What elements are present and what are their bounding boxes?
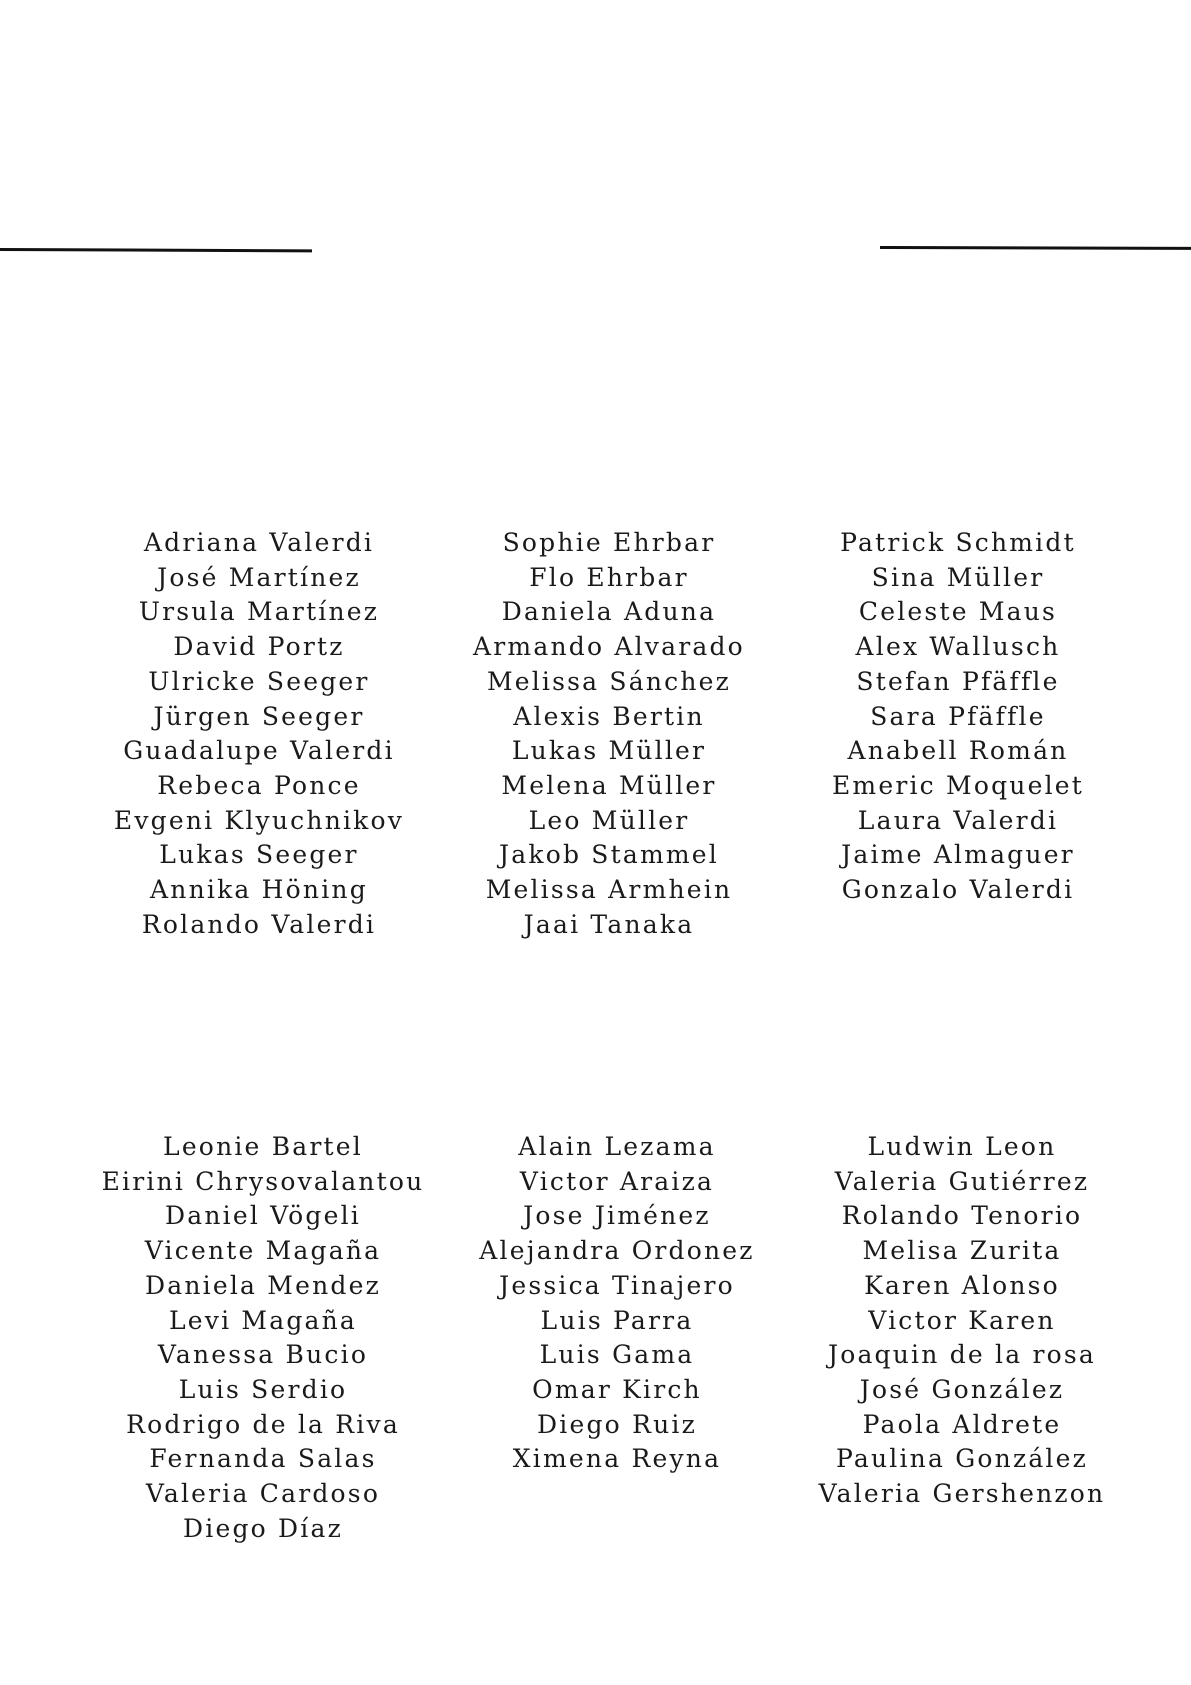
name-item: Levi Magaña [168, 1305, 358, 1335]
name-item: Lukas Seeger [159, 840, 359, 870]
name-item: Daniela Aduna [501, 597, 717, 627]
name-item: Alain Lezama [518, 1132, 716, 1161]
name-item: Ximena Reyna [512, 1444, 722, 1474]
name-item: Jaai Tanaka [523, 909, 695, 939]
name-item: Sina Müller [871, 562, 1045, 592]
name-item: Rolando Tenorio [841, 1201, 1083, 1231]
name-item: Evgeni Klyuchnikov [113, 805, 405, 835]
name-item: Valeria Cardoso [145, 1479, 381, 1509]
name-item: Sophie Ehrbar [502, 528, 716, 557]
name-item: Gonzalo Valerdi [841, 875, 1075, 905]
name-item: Annika Höning [150, 875, 368, 905]
name-column-2-3 [782, 1130, 1142, 1512]
name-item: Armando Alvarado [473, 632, 745, 662]
name-item: Valeria Gutiérrez [834, 1166, 1090, 1196]
name-item: Adriana Valerdi [143, 528, 375, 557]
name-column-1-1 [79, 526, 439, 942]
name-item: Sara Pfäffle [870, 701, 1046, 731]
name-item: José González [859, 1374, 1065, 1404]
name-item: Luis Parra [540, 1305, 694, 1335]
name-item: Rolando Valerdi [141, 909, 377, 939]
name-column-1-2 [429, 526, 789, 942]
name-item: Melisa Zurita [862, 1236, 1062, 1266]
name-item: Leonie Bartel [163, 1132, 363, 1161]
name-item: Victor Araiza [519, 1166, 715, 1196]
name-item: Paola Aldrete [862, 1409, 1062, 1439]
name-item: Vanessa Bucio [157, 1340, 369, 1370]
name-item: Alexis Bertin [513, 701, 705, 731]
name-item: Emeric Moquelet [831, 770, 1085, 800]
name-item: Karen Alonso [864, 1270, 1060, 1300]
name-item: Melena Müller [501, 770, 717, 800]
name-item: Melissa Armhein [485, 875, 733, 905]
name-column-1-3 [778, 526, 1138, 908]
name-item: Celeste Maus [858, 597, 1058, 627]
name-item: Melissa Sánchez [486, 666, 732, 696]
name-item: Eirini Chrysovalantou [101, 1166, 425, 1196]
name-item: Vicente Magaña [144, 1236, 382, 1266]
decorative-rule-left [0, 248, 312, 252]
name-column-2-1 [83, 1130, 443, 1546]
name-item: Fernanda Salas [149, 1444, 377, 1474]
name-item: Joaquin de la rosa [827, 1340, 1097, 1370]
name-item: Diego Ruiz [537, 1409, 697, 1439]
name-item: Ulricke Seeger [148, 666, 370, 696]
name-item: Jose Jiménez [523, 1201, 711, 1231]
name-item: Guadalupe Valerdi [123, 736, 395, 766]
name-item: Valeria Gershenzon [818, 1479, 1106, 1509]
name-item: Anabell Román [847, 736, 1069, 766]
name-item: Stefan Pfäffle [856, 666, 1060, 696]
name-item: Victor Karen [868, 1305, 1056, 1335]
name-item: José Martínez [157, 562, 361, 592]
name-column-2-2 [437, 1130, 797, 1477]
name-item: Leo Müller [528, 805, 690, 835]
name-item: Diego Díaz [183, 1513, 343, 1543]
name-item: Daniela Mendez [145, 1270, 381, 1300]
decorative-rule-right [880, 246, 1191, 250]
name-item: Rodrigo de la Riva [126, 1409, 400, 1439]
name-item: Jaime Almaguer [841, 840, 1075, 870]
name-item: Lukas Müller [511, 736, 707, 766]
name-item: Alejandra Ordonez [479, 1236, 755, 1266]
name-item: Ursula Martínez [138, 597, 380, 627]
name-item: Jakob Stammel [499, 840, 719, 870]
name-item: Flo Ehrbar [529, 562, 689, 592]
name-item: David Portz [173, 632, 345, 662]
name-item: Ludwin Leon [867, 1132, 1057, 1161]
name-item: Luis Serdio [178, 1374, 348, 1404]
name-item: Rebeca Ponce [157, 770, 361, 800]
name-item: Alex Wallusch [855, 632, 1061, 662]
name-item: Patrick Schmidt [840, 528, 1076, 557]
name-item: Jürgen Seeger [153, 701, 365, 731]
name-item: Jessica Tinajero [499, 1270, 735, 1300]
name-item: Paulina González [835, 1444, 1088, 1474]
name-item: Daniel Vögeli [165, 1201, 361, 1231]
name-item: Luis Gama [539, 1340, 695, 1370]
name-item: Omar Kirch [532, 1374, 702, 1404]
name-item: Laura Valerdi [857, 805, 1059, 835]
